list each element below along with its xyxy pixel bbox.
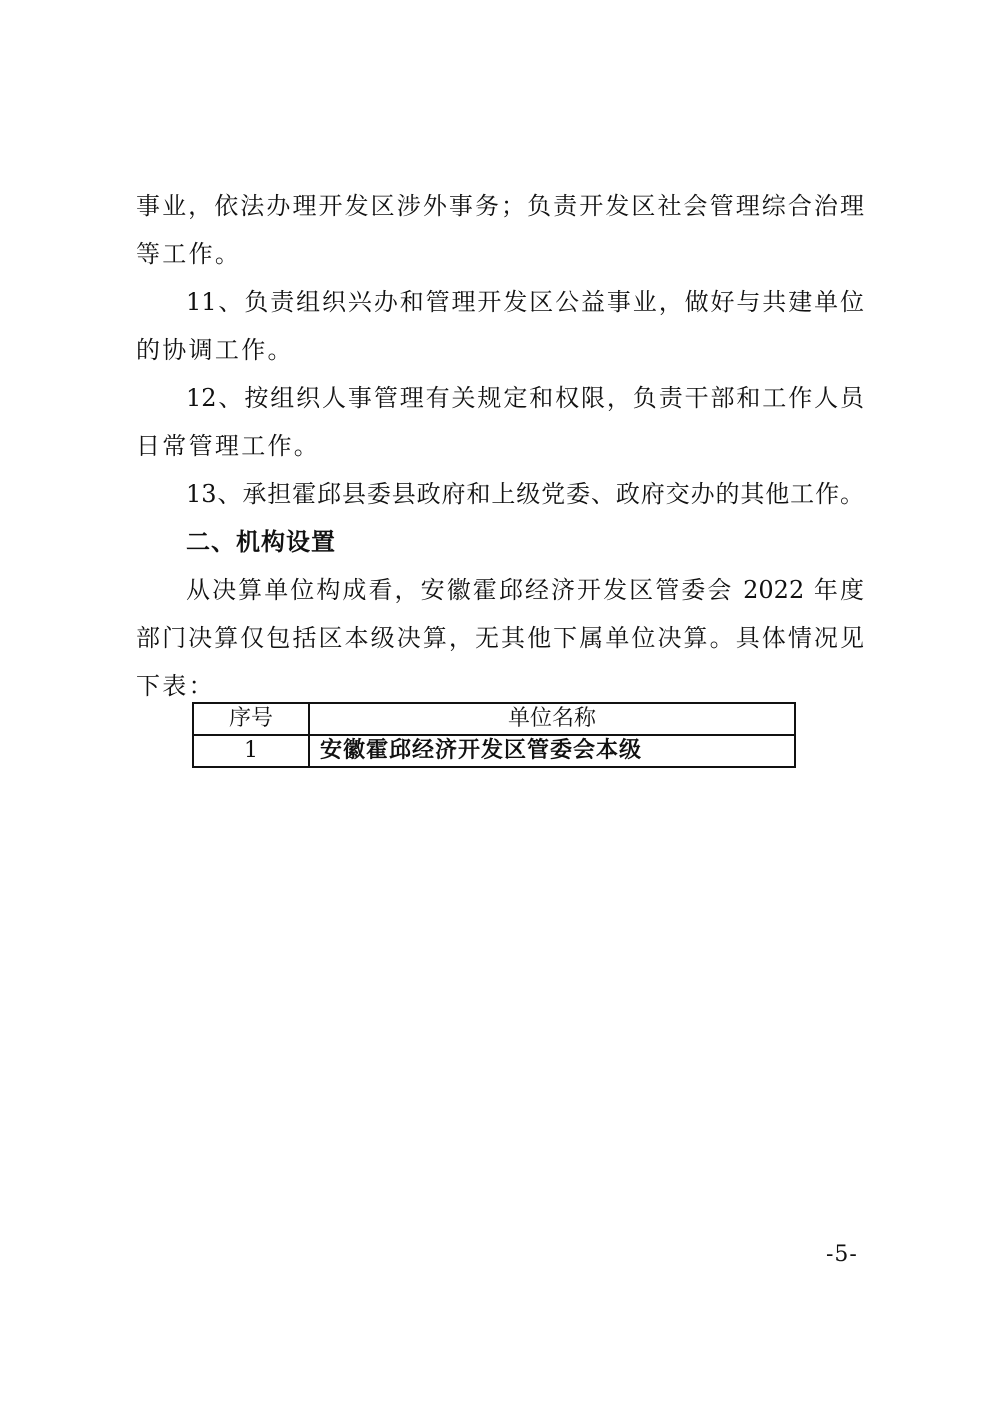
paragraph-line: 下表： xyxy=(136,672,215,700)
paragraph-line: 13、承担霍邱县委县政府和上级党委、政府交办的其他工作。 xyxy=(186,480,864,508)
table-row xyxy=(193,735,795,767)
page-number: -5- xyxy=(826,1242,858,1267)
paragraph-line: 的协调工作。 xyxy=(136,336,294,364)
cell-unit-name: 安徽霍邱经济开发区管委会本级 xyxy=(309,735,795,767)
paragraph-line: 从决算单位构成看，安徽霍邱经济开发区管委会 2022 年度 xyxy=(186,576,864,604)
column-header-name: 单位名称 xyxy=(309,703,795,735)
paragraph-line: 等工作。 xyxy=(136,240,242,268)
column-header-index: 序号 xyxy=(193,703,309,735)
paragraph-line: 日常管理工作。 xyxy=(136,432,321,460)
paragraph-line: 12、按组织人事管理有关规定和权限，负责干部和工作人员 xyxy=(186,384,864,412)
table-header-row xyxy=(193,703,795,735)
paragraph-line: 事业，依法办理开发区涉外事务；负责开发区社会管理综合治理 xyxy=(136,192,864,220)
section-heading: 二、机构设置 xyxy=(186,528,336,556)
unit-table xyxy=(192,702,796,768)
cell-index: 1 xyxy=(193,735,309,767)
body-text xyxy=(136,182,864,710)
paragraph-line: 11、负责组织兴办和管理开发区公益事业，做好与共建单位 xyxy=(186,288,864,316)
paragraph-line: 部门决算仅包括区本级决算，无其他下属单位决算。具体情况见 xyxy=(136,624,864,652)
data-table xyxy=(192,702,796,768)
